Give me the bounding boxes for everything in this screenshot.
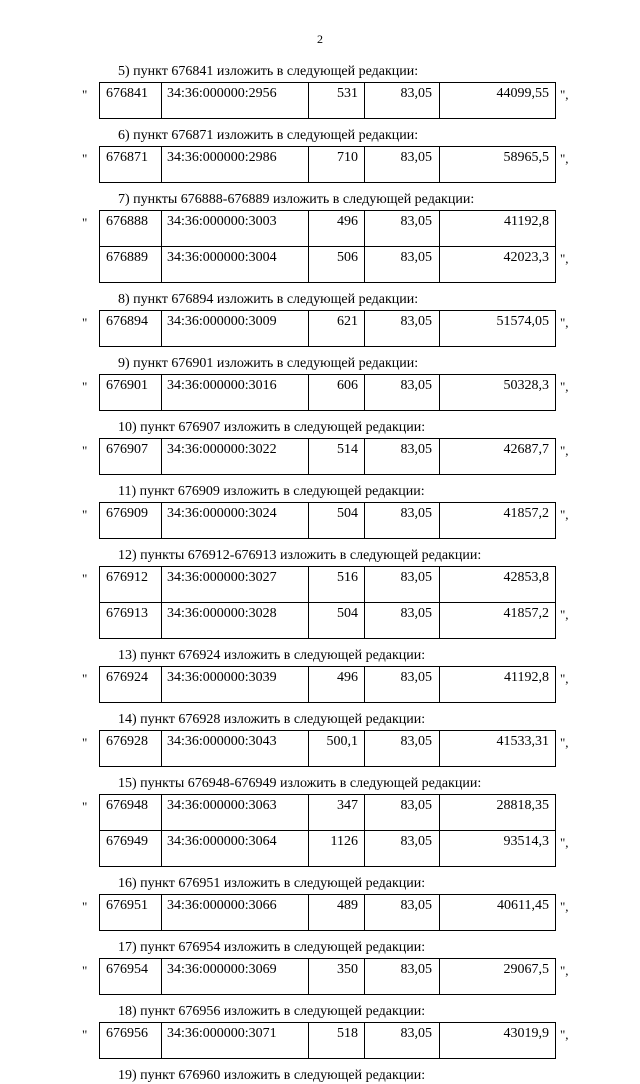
- opening-quote: ": [82, 87, 88, 102]
- cell-amount: 43019,9: [439, 1023, 555, 1058]
- amendment-table: [99, 310, 556, 347]
- opening-quote: ": [82, 215, 88, 230]
- cell-item-number: 676889: [106, 250, 148, 265]
- cell-rate: 83,05: [364, 795, 439, 830]
- table-row: [100, 375, 555, 410]
- cell-area: 347: [308, 795, 364, 830]
- cell-amount: 93514,3: [439, 831, 555, 866]
- cell-area: 531: [308, 83, 364, 118]
- cell-item-number: 676888: [106, 214, 148, 229]
- closing-quote: ",: [560, 835, 569, 850]
- cell-item-number: 676912: [106, 570, 148, 585]
- cell-amount: 41857,2: [439, 503, 555, 538]
- section-heading: 17) пункт 676954 изложить в следующей редакции:: [118, 940, 426, 955]
- amendment-table: [99, 146, 556, 183]
- section-heading: 15) пункты 676948-676949 изложить в следующей редакции:: [118, 776, 482, 791]
- opening-quote: ": [82, 671, 88, 686]
- cell-item-number: 676954: [106, 962, 148, 977]
- section-heading: 18) пункт 676956 изложить в следующей редакции:: [118, 1004, 426, 1019]
- opening-quote: ": [82, 379, 88, 394]
- section-heading: 13) пункт 676924 изложить в следующей редакции:: [118, 648, 426, 663]
- page-number: 2: [317, 32, 323, 46]
- closing-quote: ",: [560, 671, 569, 686]
- cell-item-number: 676928: [106, 734, 148, 749]
- amendment-table: [99, 374, 556, 411]
- cell-amount: 44099,55: [439, 83, 555, 118]
- cell-amount: 28818,35: [439, 795, 555, 830]
- cell-area: 514: [308, 439, 364, 474]
- amendment-table: [99, 958, 556, 995]
- amendment-table: [99, 502, 556, 539]
- cell-cadastral-number: 34:36:000000:3063: [161, 795, 308, 830]
- cell-amount: 50328,3: [439, 375, 555, 410]
- cell-item-number: 676948: [106, 798, 148, 813]
- section-heading: 10) пункт 676907 изложить в следующей редакции:: [118, 420, 426, 435]
- cell-amount: 40611,45: [439, 895, 555, 930]
- cell-rate: 83,05: [364, 83, 439, 118]
- closing-quote: ",: [560, 87, 569, 102]
- table-row: [100, 503, 555, 538]
- cell-item-number: 676841: [106, 86, 148, 101]
- amendment-table: [99, 730, 556, 767]
- closing-quote: ",: [560, 607, 569, 622]
- amendment-table: [99, 1022, 556, 1059]
- cell-cadastral-number: 34:36:000000:2986: [161, 147, 308, 182]
- closing-quote: ",: [560, 899, 569, 914]
- cell-cadastral-number: 34:36:000000:3024: [161, 503, 308, 538]
- section-heading: 12) пункты 676912-676913 изложить в следующей редакции:: [118, 548, 482, 563]
- table-row: [100, 667, 555, 702]
- closing-quote: ",: [560, 443, 569, 458]
- cell-amount: 58965,5: [439, 147, 555, 182]
- amendment-table: [99, 438, 556, 475]
- section-heading: 11) пункт 676909 изложить в следующей редакции:: [118, 484, 425, 499]
- cell-cadastral-number: 34:36:000000:3064: [161, 831, 308, 866]
- table-row: [100, 83, 555, 118]
- cell-area: 496: [308, 667, 364, 702]
- section-heading: 16) пункт 676951 изложить в следующей редакции:: [118, 876, 426, 891]
- cell-amount: 41857,2: [439, 603, 555, 638]
- table-row: [100, 895, 555, 930]
- opening-quote: ": [82, 899, 88, 914]
- table-row: [100, 211, 555, 246]
- closing-quote: ",: [560, 379, 569, 394]
- cell-rate: 83,05: [364, 503, 439, 538]
- amendment-table: [99, 794, 556, 867]
- cell-item-number: 676907: [106, 442, 148, 457]
- opening-quote: ": [82, 443, 88, 458]
- cell-cadastral-number: 34:36:000000:3009: [161, 311, 308, 346]
- cell-cadastral-number: 34:36:000000:3016: [161, 375, 308, 410]
- cell-rate: 83,05: [364, 439, 439, 474]
- cell-rate: 83,05: [364, 247, 439, 282]
- cell-area: 1126: [308, 831, 364, 866]
- cell-item-number: 676894: [106, 314, 148, 329]
- opening-quote: ": [82, 1027, 88, 1042]
- cell-rate: 83,05: [364, 895, 439, 930]
- cell-cadastral-number: 34:36:000000:3004: [161, 247, 308, 282]
- closing-quote: ",: [560, 251, 569, 266]
- cell-area: 504: [308, 603, 364, 638]
- cell-amount: 42687,7: [439, 439, 555, 474]
- cell-amount: 29067,5: [439, 959, 555, 994]
- cell-area: 506: [308, 247, 364, 282]
- cell-item-number: 676909: [106, 506, 148, 521]
- closing-quote: ",: [560, 315, 569, 330]
- table-row: [100, 795, 555, 830]
- table-row: [100, 311, 555, 346]
- amendment-table: [99, 894, 556, 931]
- cell-cadastral-number: 34:36:000000:2956: [161, 83, 308, 118]
- section-heading: 7) пункты 676888-676889 изложить в следующей редакции:: [118, 192, 475, 207]
- table-row: [100, 959, 555, 994]
- cell-area: 710: [308, 147, 364, 182]
- cell-cadastral-number: 34:36:000000:3028: [161, 603, 308, 638]
- cell-area: 516: [308, 567, 364, 602]
- cell-cadastral-number: 34:36:000000:3066: [161, 895, 308, 930]
- cell-area: 496: [308, 211, 364, 246]
- cell-area: 518: [308, 1023, 364, 1058]
- cell-rate: 83,05: [364, 959, 439, 994]
- cell-area: 606: [308, 375, 364, 410]
- opening-quote: ": [82, 799, 88, 814]
- cell-item-number: 676949: [106, 834, 148, 849]
- opening-quote: ": [82, 151, 88, 166]
- opening-quote: ": [82, 571, 88, 586]
- cell-area: 350: [308, 959, 364, 994]
- amendment-table: [99, 82, 556, 119]
- cell-item-number: 676951: [106, 898, 148, 913]
- cell-rate: 83,05: [364, 831, 439, 866]
- cell-cadastral-number: 34:36:000000:3043: [161, 731, 308, 766]
- amendment-table: [99, 210, 556, 283]
- cell-amount: 41192,8: [439, 667, 555, 702]
- cell-item-number: 676871: [106, 150, 148, 165]
- opening-quote: ": [82, 735, 88, 750]
- cell-rate: 83,05: [364, 375, 439, 410]
- table-row: [100, 567, 555, 602]
- amendment-table: [99, 566, 556, 639]
- cell-rate: 83,05: [364, 311, 439, 346]
- table-row: [100, 731, 555, 766]
- opening-quote: ": [82, 315, 88, 330]
- table-row: [100, 439, 555, 474]
- cell-area: 489: [308, 895, 364, 930]
- cell-amount: 41533,31: [439, 731, 555, 766]
- cell-amount: 42853,8: [439, 567, 555, 602]
- table-row: [100, 147, 555, 182]
- cell-rate: 83,05: [364, 603, 439, 638]
- cell-area: 500,1: [308, 731, 364, 766]
- table-row: [100, 1023, 555, 1058]
- cell-item-number: 676956: [106, 1026, 148, 1041]
- closing-quote: ",: [560, 1027, 569, 1042]
- cell-rate: 83,05: [364, 567, 439, 602]
- closing-quote: ",: [560, 151, 569, 166]
- opening-quote: ": [82, 507, 88, 522]
- cell-amount: 41192,8: [439, 211, 555, 246]
- section-heading: 19) пункт 676960 изложить в следующей редакции:: [118, 1068, 426, 1083]
- closing-quote: ",: [560, 507, 569, 522]
- section-heading: 9) пункт 676901 изложить в следующей редакции:: [118, 356, 419, 371]
- table-row: [100, 602, 555, 638]
- cell-cadastral-number: 34:36:000000:3003: [161, 211, 308, 246]
- cell-cadastral-number: 34:36:000000:3039: [161, 667, 308, 702]
- cell-cadastral-number: 34:36:000000:3022: [161, 439, 308, 474]
- cell-cadastral-number: 34:36:000000:3069: [161, 959, 308, 994]
- table-row: [100, 246, 555, 282]
- cell-item-number: 676924: [106, 670, 148, 685]
- cell-rate: 83,05: [364, 731, 439, 766]
- section-heading: 14) пункт 676928 изложить в следующей редакции:: [118, 712, 426, 727]
- cell-rate: 83,05: [364, 211, 439, 246]
- cell-amount: 42023,3: [439, 247, 555, 282]
- closing-quote: ",: [560, 963, 569, 978]
- cell-cadastral-number: 34:36:000000:3027: [161, 567, 308, 602]
- cell-amount: 51574,05: [439, 311, 555, 346]
- opening-quote: ": [82, 963, 88, 978]
- cell-item-number: 676913: [106, 606, 148, 621]
- cell-rate: 83,05: [364, 147, 439, 182]
- closing-quote: ",: [560, 735, 569, 750]
- amendment-table: [99, 666, 556, 703]
- section-heading: 6) пункт 676871 изложить в следующей редакции:: [118, 128, 419, 143]
- table-row: [100, 830, 555, 866]
- cell-area: 621: [308, 311, 364, 346]
- cell-rate: 83,05: [364, 1023, 439, 1058]
- section-heading: 5) пункт 676841 изложить в следующей редакции:: [118, 64, 419, 79]
- cell-rate: 83,05: [364, 667, 439, 702]
- cell-item-number: 676901: [106, 378, 148, 393]
- cell-cadastral-number: 34:36:000000:3071: [161, 1023, 308, 1058]
- section-heading: 8) пункт 676894 изложить в следующей редакции:: [118, 292, 419, 307]
- cell-area: 504: [308, 503, 364, 538]
